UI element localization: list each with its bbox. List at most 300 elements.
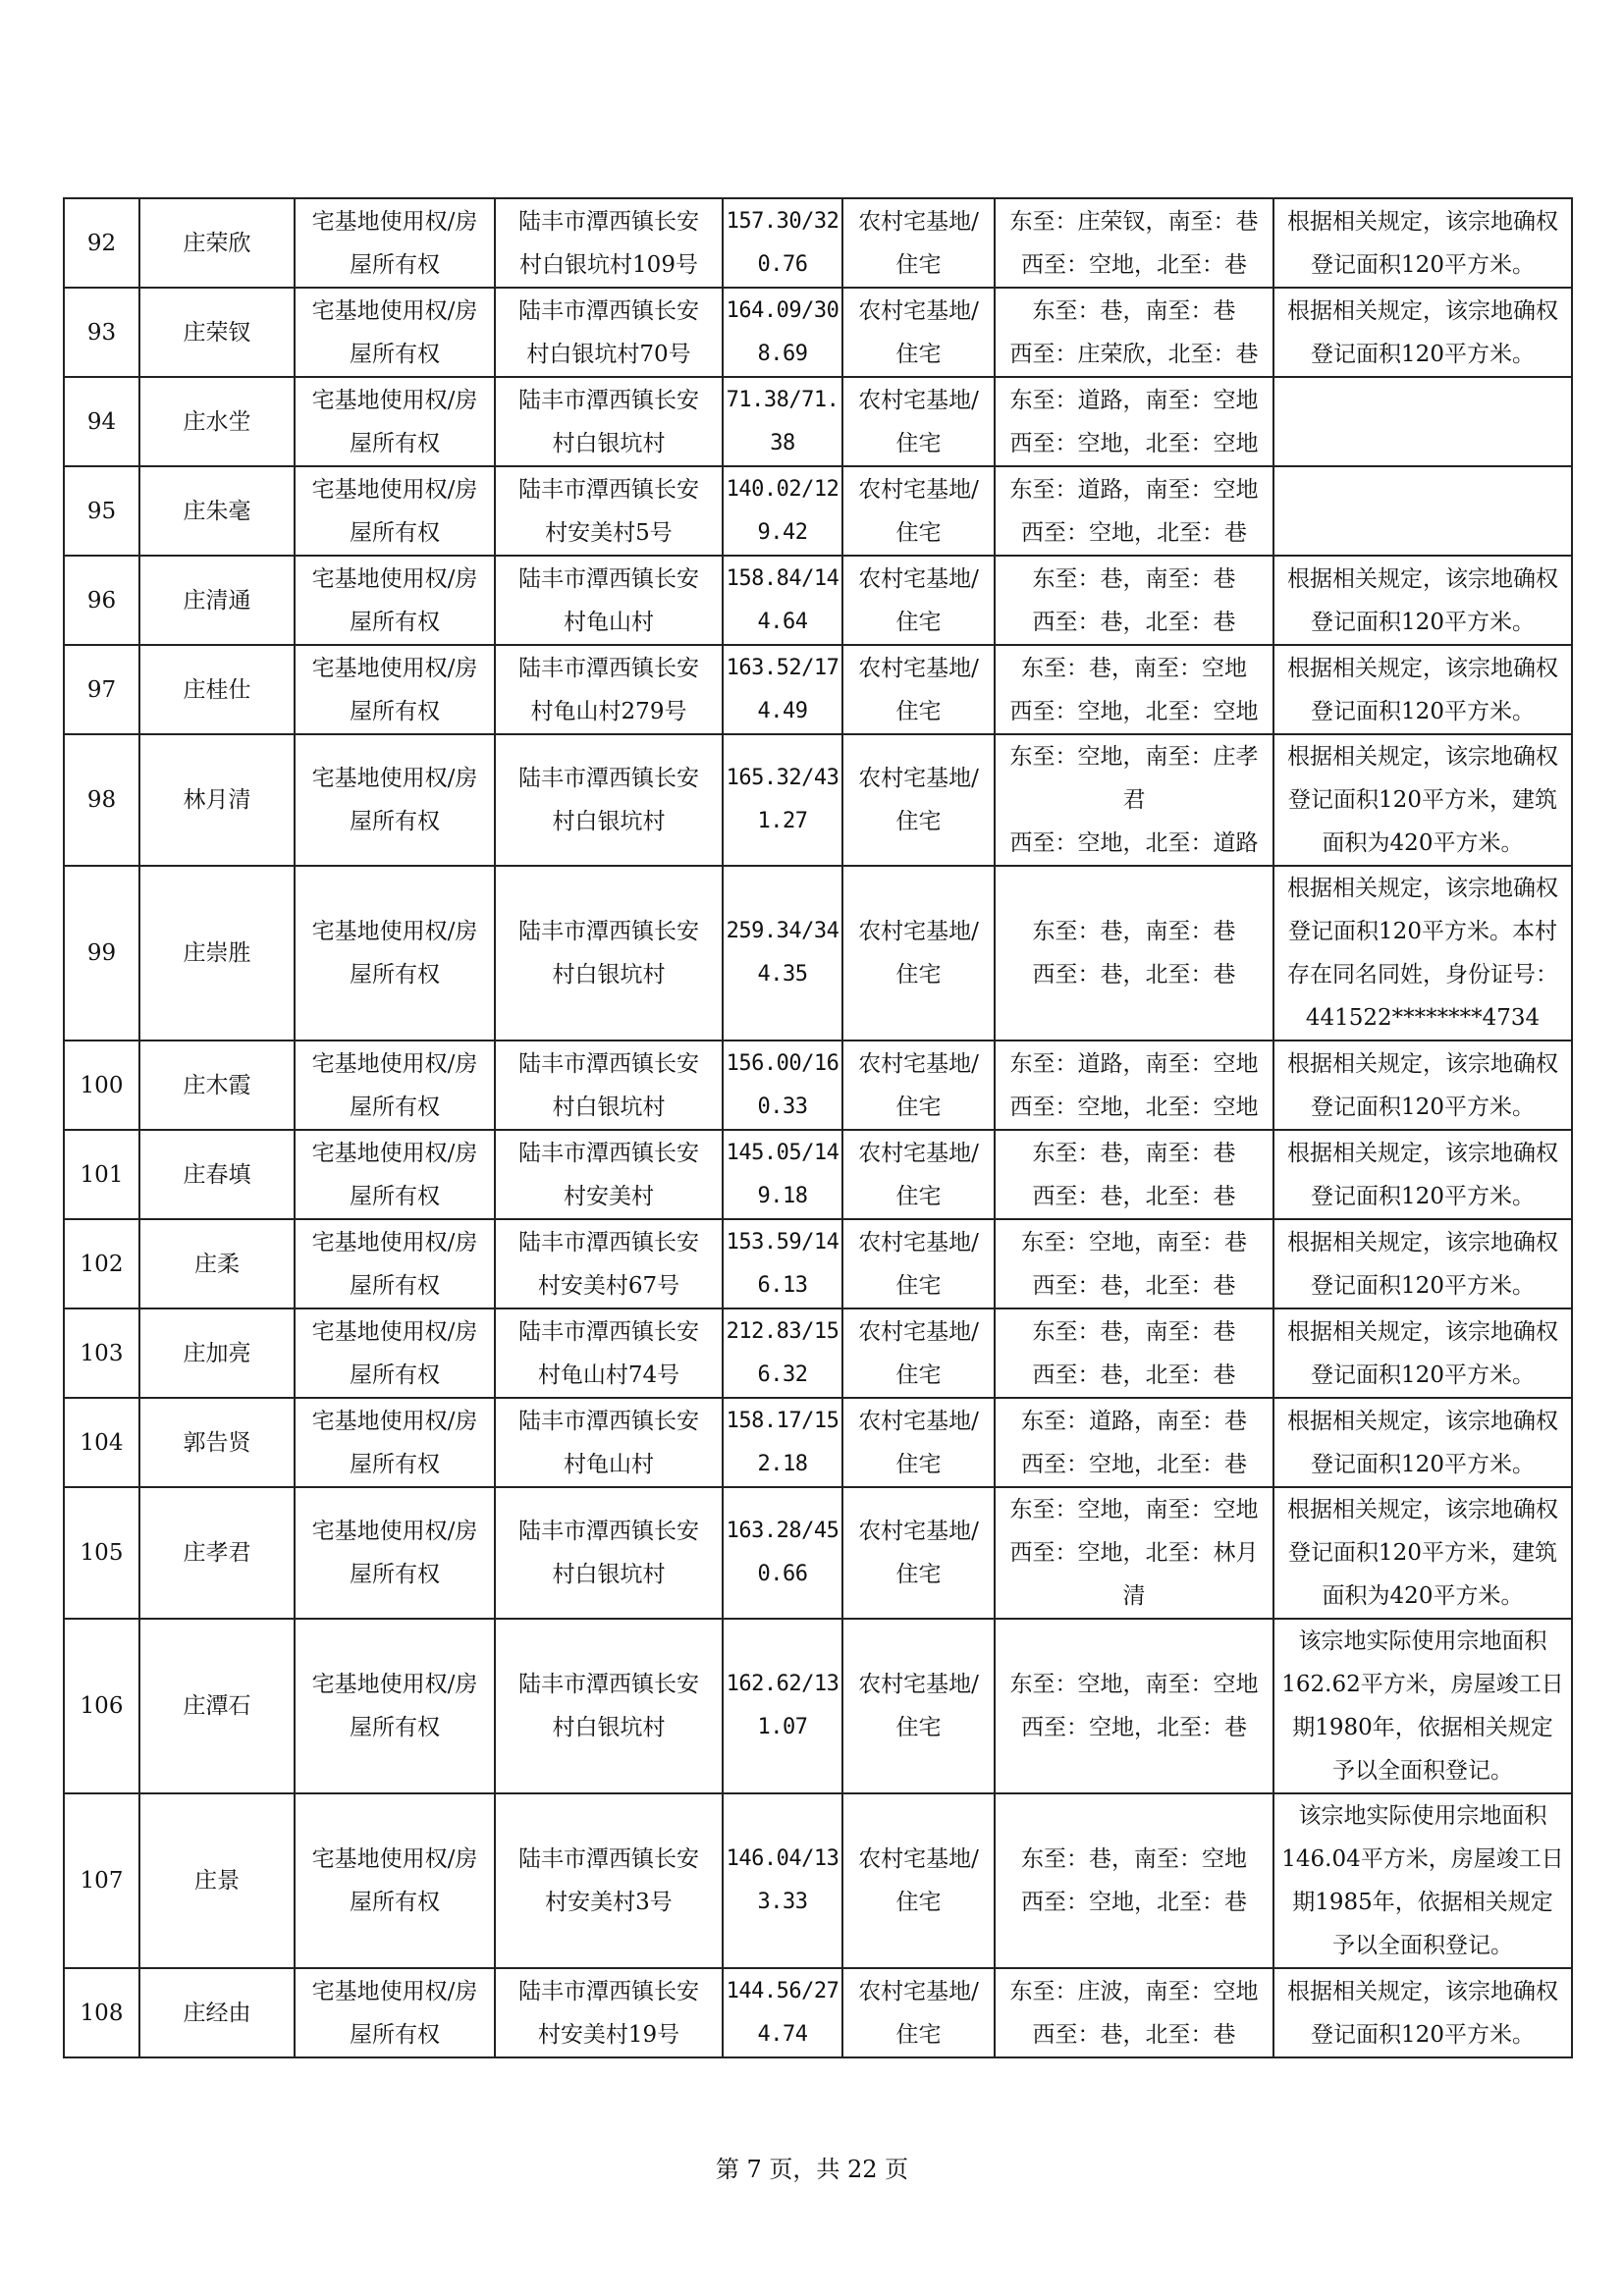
cell-text-line: 陆丰市潭西镇长安	[518, 476, 699, 503]
cell-text-line: 村龟山村279号	[530, 698, 687, 724]
cell-text-line: 西至：空地，北至：林月	[1009, 1540, 1259, 1566]
cell-boundary	[995, 1487, 1273, 1619]
cell-text-line: 165.32/43	[726, 766, 839, 790]
cell-text-line: 屋所有权	[350, 609, 440, 635]
cell-land-use	[842, 1487, 995, 1619]
cell-text-line: 根据相关规定，该宗地确权	[1287, 744, 1558, 770]
cell-text-line: 住宅	[895, 341, 942, 367]
cell-seq: 92	[64, 198, 139, 288]
cell-text-line: 该宗地实际使用宗地面积	[1298, 1803, 1547, 1829]
cell-name: 庄荣钗	[139, 288, 295, 377]
cell-remark	[1273, 377, 1572, 466]
cell-name: 庄孝君	[139, 1487, 295, 1619]
cell-right-type	[295, 377, 495, 466]
cell-text-line: 村白银坑村	[552, 1715, 666, 1740]
cell-text-line: 宅基地使用权/房	[311, 1229, 478, 1255]
cell-location	[495, 866, 723, 1041]
cell-text-line: 屋所有权	[350, 251, 440, 278]
cell-area	[723, 1308, 842, 1398]
cell-boundary	[995, 1968, 1273, 2057]
cell-text-line: 宅基地使用权/房	[311, 766, 478, 791]
cell-land-use	[842, 1130, 995, 1219]
cell-text-line: 西至：空地，北至：巷	[1021, 1451, 1247, 1477]
cell-text-line: 9.42	[757, 519, 808, 545]
cell-text-line: 住宅	[895, 1451, 942, 1477]
cell-boundary	[995, 466, 1273, 556]
cell-remark	[1273, 1041, 1572, 1130]
cell-right-type	[295, 866, 495, 1041]
cell-remark	[1273, 866, 1572, 1041]
cell-text-line: 农村宅基地/	[858, 1140, 979, 1166]
cell-area	[723, 866, 842, 1041]
table-row	[64, 645, 1572, 734]
cell-right-type	[295, 1793, 495, 1968]
cell-text-line: 村白银坑村	[552, 809, 666, 834]
cell-seq: 95	[64, 466, 139, 556]
cell-text-line: 西至：巷，北至：巷	[1032, 2021, 1236, 2048]
cell-text-line: 陆丰市潭西镇长安	[518, 919, 699, 944]
cell-text-line: 146.04/13	[726, 1846, 839, 1871]
cell-remark	[1273, 1308, 1572, 1398]
cell-text-line: 住宅	[895, 1272, 942, 1299]
cell-text-line: 1.07	[757, 1715, 808, 1739]
table-row	[64, 734, 1572, 866]
cell-text-line: 162.62/13	[726, 1672, 839, 1696]
cell-text-line: 西至：空地，北至：空地	[1009, 698, 1259, 724]
cell-text-line: 1.27	[757, 809, 808, 833]
cell-right-type	[295, 645, 495, 734]
cell-remark	[1273, 466, 1572, 556]
cell-text-line: 陆丰市潭西镇长安	[518, 387, 699, 413]
cell-text-line: 住宅	[895, 430, 942, 456]
cell-text-line: 登记面积120平方米。	[1311, 1272, 1535, 1299]
cell-name: 庄朱毫	[139, 466, 295, 556]
cell-location	[495, 1308, 723, 1398]
cell-text-line: 农村宅基地/	[858, 1672, 979, 1697]
cell-text-line: 期1980年，依据相关规定	[1292, 1715, 1553, 1740]
cell-text-line: 212.83/15	[726, 1318, 839, 1344]
cell-right-type	[295, 1041, 495, 1130]
cell-text-line: 东至：空地，南至：空地	[1009, 1672, 1259, 1697]
cell-seq: 105	[64, 1487, 139, 1619]
cell-text-line: 村白银坑村	[552, 1562, 666, 1587]
cell-text-line: 陆丰市潭西镇长安	[518, 1672, 699, 1697]
cell-text-line: 住宅	[895, 519, 942, 546]
cell-remark	[1273, 1130, 1572, 1219]
cell-text-line: 登记面积120平方米。	[1311, 698, 1535, 724]
table-row	[64, 1398, 1572, 1487]
cell-location	[495, 1219, 723, 1308]
cell-text-line: 农村宅基地/	[858, 655, 979, 681]
cell-seq: 101	[64, 1130, 139, 1219]
cell-text-line: 东至：巷，南至：巷	[1032, 919, 1236, 944]
cell-text-line: 陆丰市潭西镇长安	[518, 1846, 699, 1872]
cell-seq: 97	[64, 645, 139, 734]
cell-text-line: 村白银坑村	[552, 430, 666, 456]
cell-text-line: 140.02/12	[726, 476, 839, 502]
cell-text-line: 存在同名同姓，身份证号：	[1287, 962, 1558, 988]
cell-text-line: 屋所有权	[350, 1362, 440, 1388]
cell-land-use	[842, 1793, 995, 1968]
cell-text-line: 根据相关规定，该宗地确权	[1287, 297, 1558, 324]
cell-text-line: 农村宅基地/	[858, 1229, 979, 1255]
cell-seq: 96	[64, 556, 139, 645]
cell-right-type	[295, 1308, 495, 1398]
cell-text-line: 屋所有权	[350, 1451, 440, 1477]
cell-remark	[1273, 734, 1572, 866]
cell-text-line: 登记面积120平方米。	[1311, 609, 1535, 635]
cell-right-type	[295, 1219, 495, 1308]
cell-boundary	[995, 198, 1273, 288]
cell-text-line: 宅基地使用权/房	[311, 655, 478, 681]
cell-text-line: 东至：巷，南至：巷	[1032, 1140, 1236, 1166]
table-row	[64, 556, 1572, 645]
cell-name: 庄加亮	[139, 1308, 295, 1398]
cell-right-type	[295, 466, 495, 556]
table-row	[64, 288, 1572, 377]
cell-boundary	[995, 377, 1273, 466]
cell-text-line: 村安美村	[564, 1183, 654, 1209]
cell-remark	[1273, 1968, 1572, 2057]
cell-text-line: 住宅	[895, 962, 942, 988]
cell-text-line: 陆丰市潭西镇长安	[518, 1519, 699, 1544]
cell-text-line: 农村宅基地/	[858, 297, 979, 324]
cell-name: 庄荣欣	[139, 198, 295, 288]
registry-table	[63, 197, 1573, 2058]
cell-text-line: 东至：庄荣钗，南至：巷	[1009, 208, 1259, 235]
cell-text-line: 屋所有权	[350, 809, 440, 834]
cell-text-line: 屋所有权	[350, 1562, 440, 1587]
table-row	[64, 1130, 1572, 1219]
cell-location	[495, 1619, 723, 1793]
cell-text-line: 东至：道路，南至：空地	[1009, 1050, 1259, 1077]
cell-text-line: 3.33	[757, 1890, 808, 1914]
cell-text-line: 屋所有权	[350, 1715, 440, 1740]
cell-text-line: 根据相关规定，该宗地确权	[1287, 1140, 1558, 1166]
cell-text-line: 宅基地使用权/房	[311, 1050, 478, 1077]
cell-area	[723, 198, 842, 288]
cell-text-line: 71.38/71.	[726, 387, 839, 412]
table-body	[64, 198, 1572, 2057]
cell-text-line: 4.49	[757, 698, 808, 723]
cell-text-line: 东至：道路，南至：空地	[1009, 387, 1259, 413]
cell-text-line: 陆丰市潭西镇长安	[518, 208, 699, 235]
cell-text-line: 农村宅基地/	[858, 1846, 979, 1872]
cell-text-line: 面积为420平方米。	[1322, 1583, 1524, 1609]
cell-location	[495, 1398, 723, 1487]
cell-area	[723, 288, 842, 377]
cell-text-line: 西至：庄荣欣，北至：巷	[1009, 341, 1259, 367]
cell-right-type	[295, 1619, 495, 1793]
cell-text-line: 屋所有权	[350, 1890, 440, 1915]
cell-text-line: 登记面积120平方米。	[1311, 1362, 1535, 1388]
cell-text-line: 屋所有权	[350, 962, 440, 988]
cell-location	[495, 466, 723, 556]
cell-text-line: 陆丰市潭西镇长安	[518, 1140, 699, 1166]
cell-text-line: 东至：道路，南至：空地	[1009, 476, 1259, 503]
cell-text-line: 宅基地使用权/房	[311, 1846, 478, 1872]
cell-text-line: 东至：巷，南至：巷	[1032, 1318, 1236, 1345]
cell-boundary	[995, 1308, 1273, 1398]
cell-area	[723, 466, 842, 556]
cell-text-line: 宅基地使用权/房	[311, 387, 478, 413]
cell-text-line: 村龟山村74号	[537, 1362, 680, 1388]
cell-seq: 99	[64, 866, 139, 1041]
cell-text-line: 住宅	[895, 1890, 942, 1915]
cell-text-line: 西至：空地，北至：巷	[1021, 1715, 1247, 1740]
cell-text-line: 住宅	[895, 1094, 942, 1120]
cell-land-use	[842, 734, 995, 866]
cell-text-line: 259.34/34	[726, 919, 839, 943]
cell-remark	[1273, 645, 1572, 734]
cell-text-line: 441522********4734	[1305, 1005, 1541, 1031]
cell-right-type	[295, 1968, 495, 2057]
cell-text-line: 农村宅基地/	[858, 1978, 979, 2004]
cell-location	[495, 288, 723, 377]
cell-text-line: 东至：庄波，南至：空地	[1009, 1978, 1259, 2004]
table-row	[64, 1041, 1572, 1130]
cell-seq: 93	[64, 288, 139, 377]
cell-land-use	[842, 1219, 995, 1308]
cell-text-line: 东至：道路，南至：巷	[1021, 1408, 1247, 1434]
cell-text-line: 登记面积120平方米。	[1311, 251, 1535, 278]
cell-text-line: 根据相关规定，该宗地确权	[1287, 876, 1558, 901]
cell-text-line: 0.66	[757, 1562, 808, 1586]
cell-text-line: 君	[1122, 787, 1146, 813]
cell-seq: 103	[64, 1308, 139, 1398]
table-row	[64, 866, 1572, 1041]
cell-area	[723, 1398, 842, 1487]
cell-location	[495, 377, 723, 466]
cell-location	[495, 645, 723, 734]
cell-right-type	[295, 556, 495, 645]
cell-text-line: 145.05/14	[726, 1140, 839, 1165]
cell-name: 庄经由	[139, 1968, 295, 2057]
cell-remark	[1273, 198, 1572, 288]
cell-area	[723, 1130, 842, 1219]
cell-land-use	[842, 288, 995, 377]
cell-area	[723, 1219, 842, 1308]
cell-text-line: 登记面积120平方米，建筑	[1288, 1540, 1557, 1566]
cell-remark	[1273, 556, 1572, 645]
cell-text-line: 农村宅基地/	[858, 208, 979, 235]
cell-text-line: 村安美村19号	[537, 2021, 680, 2048]
cell-text-line: 西至：空地，北至：道路	[1009, 830, 1259, 856]
cell-location	[495, 1487, 723, 1619]
cell-text-line: 6.13	[757, 1272, 808, 1298]
cell-text-line: 东至：空地，南至：空地	[1009, 1497, 1259, 1522]
table-row	[64, 1308, 1572, 1398]
cell-text-line: 根据相关规定，该宗地确权	[1287, 208, 1558, 235]
cell-land-use	[842, 1041, 995, 1130]
cell-remark	[1273, 1619, 1572, 1793]
cell-text-line: 164.09/30	[726, 297, 839, 323]
cell-text-line: 住宅	[895, 1183, 942, 1209]
cell-area	[723, 1619, 842, 1793]
cell-text-line: 6.32	[757, 1362, 808, 1387]
cell-land-use	[842, 866, 995, 1041]
cell-text-line: 住宅	[895, 698, 942, 724]
cell-boundary	[995, 1219, 1273, 1308]
cell-text-line: 村白银坑村	[552, 1094, 666, 1120]
cell-text-line: 屋所有权	[350, 519, 440, 546]
cell-boundary	[995, 1130, 1273, 1219]
cell-name: 庄水坣	[139, 377, 295, 466]
table-row	[64, 1219, 1572, 1308]
cell-text-line: 宅基地使用权/房	[311, 208, 478, 235]
cell-text-line: 面积为420平方米。	[1322, 830, 1524, 856]
table-row	[64, 377, 1572, 466]
cell-right-type	[295, 288, 495, 377]
cell-text-line: 宅基地使用权/房	[311, 1140, 478, 1166]
cell-text-line: 西至：巷，北至：巷	[1032, 1272, 1236, 1299]
cell-boundary	[995, 556, 1273, 645]
cell-right-type	[295, 1398, 495, 1487]
cell-text-line: 宅基地使用权/房	[311, 1978, 478, 2004]
cell-area	[723, 556, 842, 645]
cell-boundary	[995, 288, 1273, 377]
cell-text-line: 陆丰市潭西镇长安	[518, 1978, 699, 2004]
cell-seq: 104	[64, 1398, 139, 1487]
cell-text-line: 农村宅基地/	[858, 1408, 979, 1434]
cell-text-line: 西至：巷，北至：巷	[1032, 609, 1236, 635]
cell-text-line: 住宅	[895, 2021, 942, 2048]
cell-remark	[1273, 288, 1572, 377]
cell-text-line: 西至：空地，北至：空地	[1009, 1094, 1259, 1120]
cell-right-type	[295, 1487, 495, 1619]
cell-text-line: 根据相关规定，该宗地确权	[1287, 1229, 1558, 1255]
cell-text-line: 登记面积120平方米。	[1311, 2021, 1535, 2048]
cell-text-line: 农村宅基地/	[858, 1318, 979, 1345]
cell-text-line: 屋所有权	[350, 1183, 440, 1209]
cell-text-line: 陆丰市潭西镇长安	[518, 1050, 699, 1077]
cell-text-line: 陆丰市潭西镇长安	[518, 565, 699, 592]
cell-location	[495, 198, 723, 288]
cell-text-line: 住宅	[895, 251, 942, 278]
cell-name: 庄崇胜	[139, 866, 295, 1041]
cell-text-line: 根据相关规定，该宗地确权	[1287, 565, 1558, 592]
cell-text-line: 村白银坑村70号	[526, 341, 691, 367]
cell-text-line: 村龟山村	[564, 609, 654, 635]
cell-text-line: 158.17/15	[726, 1408, 839, 1433]
cell-seq: 100	[64, 1041, 139, 1130]
cell-text-line: 西至：巷，北至：巷	[1032, 1362, 1236, 1388]
cell-boundary	[995, 866, 1273, 1041]
cell-text-line: 陆丰市潭西镇长安	[518, 655, 699, 681]
cell-name: 郭告贤	[139, 1398, 295, 1487]
cell-text-line: 157.30/32	[726, 208, 839, 234]
cell-text-line: 东至：空地，南至：巷	[1021, 1229, 1247, 1255]
cell-text-line: 屋所有权	[350, 1272, 440, 1299]
cell-remark	[1273, 1487, 1572, 1619]
cell-text-line: 9.18	[757, 1183, 808, 1208]
cell-boundary	[995, 1619, 1273, 1793]
cell-text-line: 0.76	[757, 251, 808, 277]
cell-text-line: 153.59/14	[726, 1229, 839, 1255]
cell-boundary	[995, 1793, 1273, 1968]
cell-land-use	[842, 198, 995, 288]
cell-seq: 107	[64, 1793, 139, 1968]
cell-text-line: 农村宅基地/	[858, 766, 979, 791]
cell-text-line: 宅基地使用权/房	[311, 1408, 478, 1434]
cell-text-line: 144.56/27	[726, 1978, 839, 2003]
cell-location	[495, 734, 723, 866]
cell-boundary	[995, 645, 1273, 734]
cell-seq: 94	[64, 377, 139, 466]
cell-text-line: 宅基地使用权/房	[311, 1672, 478, 1697]
cell-area	[723, 1041, 842, 1130]
cell-text-line: 住宅	[895, 1562, 942, 1587]
cell-text-line: 期1985年，依据相关规定	[1292, 1890, 1553, 1915]
cell-land-use	[842, 556, 995, 645]
cell-text-line: 156.00/16	[726, 1050, 839, 1076]
cell-text-line: 农村宅基地/	[858, 919, 979, 944]
cell-text-line: 西至：巷，北至：巷	[1032, 1183, 1236, 1209]
cell-text-line: 住宅	[895, 809, 942, 834]
cell-text-line: 根据相关规定，该宗地确权	[1287, 1978, 1558, 2004]
cell-text-line: 4.74	[757, 2021, 808, 2047]
cell-location	[495, 1968, 723, 2057]
cell-text-line: 登记面积120平方米。	[1311, 341, 1535, 367]
cell-remark	[1273, 1219, 1572, 1308]
cell-text-line: 4.64	[757, 609, 808, 634]
cell-text-line: 陆丰市潭西镇长安	[518, 1318, 699, 1345]
cell-land-use	[842, 466, 995, 556]
cell-text-line: 陆丰市潭西镇长安	[518, 1229, 699, 1255]
cell-text-line: 登记面积120平方米，建筑	[1288, 787, 1557, 813]
cell-text-line: 根据相关规定，该宗地确权	[1287, 1408, 1558, 1434]
table-row	[64, 198, 1572, 288]
cell-text-line: 宅基地使用权/房	[311, 1519, 478, 1544]
cell-text-line: 根据相关规定，该宗地确权	[1287, 655, 1558, 681]
cell-text-line: 陆丰市潭西镇长安	[518, 766, 699, 791]
cell-seq: 102	[64, 1219, 139, 1308]
cell-land-use	[842, 1398, 995, 1487]
cell-text-line: 予以全面积登记。	[1332, 1758, 1513, 1784]
cell-text-line: 农村宅基地/	[858, 387, 979, 413]
cell-text-line: 0.33	[757, 1094, 808, 1119]
cell-location	[495, 1130, 723, 1219]
cell-text-line: 登记面积120平方米。	[1311, 1094, 1535, 1120]
cell-land-use	[842, 1968, 995, 2057]
cell-text-line: 东至：巷，南至：巷	[1032, 297, 1236, 324]
cell-area	[723, 1793, 842, 1968]
cell-right-type	[295, 734, 495, 866]
cell-text-line: 陆丰市潭西镇长安	[518, 297, 699, 324]
cell-text-line: 屋所有权	[350, 430, 440, 456]
cell-land-use	[842, 1619, 995, 1793]
cell-text-line: 根据相关规定，该宗地确权	[1287, 1318, 1558, 1345]
cell-text-line: 146.04平方米，房屋竣工日	[1281, 1846, 1564, 1872]
cell-remark	[1273, 1398, 1572, 1487]
cell-area	[723, 1968, 842, 2057]
cell-name: 庄清通	[139, 556, 295, 645]
cell-text-line: 东至：巷，南至：空地	[1021, 1846, 1247, 1872]
cell-text-line: 农村宅基地/	[858, 565, 979, 592]
cell-text-line: 住宅	[895, 1715, 942, 1740]
cell-text-line: 村龟山村	[564, 1451, 654, 1477]
cell-land-use	[842, 1308, 995, 1398]
cell-text-line: 163.28/45	[726, 1519, 839, 1543]
cell-text-line: 农村宅基地/	[858, 1050, 979, 1077]
cell-seq: 106	[64, 1619, 139, 1793]
cell-text-line: 登记面积120平方米。本村	[1288, 919, 1557, 944]
cell-text-line: 该宗地实际使用宗地面积	[1298, 1629, 1547, 1654]
cell-text-line: 宅基地使用权/房	[311, 476, 478, 503]
cell-text-line: 158.84/14	[726, 565, 839, 591]
cell-right-type	[295, 1130, 495, 1219]
cell-text-line: 西至：空地，北至：巷	[1021, 519, 1247, 546]
